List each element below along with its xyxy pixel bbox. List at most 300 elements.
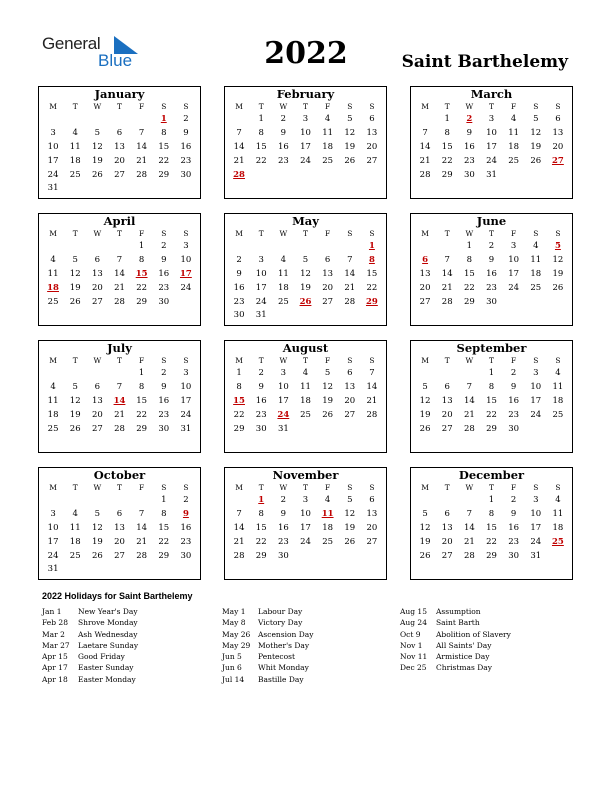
- day-cell: 29: [136, 423, 148, 434]
- weekday-label: M: [49, 102, 57, 111]
- day-cell: 12: [419, 522, 431, 533]
- day-cell: 23: [158, 409, 170, 420]
- day-cell: 1: [161, 495, 167, 505]
- day-cell: 19: [91, 536, 103, 547]
- day-cell: 27: [114, 550, 125, 561]
- day-cell: 29: [486, 550, 497, 561]
- day-cell: 4: [280, 254, 287, 265]
- week-row: [225, 155, 386, 169]
- week-row: [39, 395, 200, 409]
- holiday-day-cell: 8: [368, 254, 375, 265]
- day-cell: 3: [302, 495, 309, 505]
- weekday-label: F: [511, 229, 517, 238]
- day-cell: 20: [552, 141, 564, 152]
- holiday-day-cell: 29: [365, 296, 378, 307]
- empty-cell: [503, 296, 525, 310]
- day-cell: 30: [158, 296, 170, 307]
- holiday-name: Ascension Day: [258, 629, 314, 639]
- day-cell: 31: [486, 169, 497, 180]
- weekday-label: F: [139, 229, 145, 238]
- empty-cell: [108, 113, 130, 127]
- day-cell: 30: [508, 423, 520, 434]
- day-cell: 10: [277, 381, 289, 392]
- holiday-date: Apr 17: [42, 663, 68, 673]
- day-cell: 7: [116, 381, 123, 392]
- week-row: [411, 155, 572, 169]
- empty-cell: [294, 550, 316, 564]
- day-cell: 14: [366, 381, 378, 392]
- holiday-day-cell: 1: [160, 114, 167, 124]
- weekday-label: S: [161, 356, 167, 365]
- holiday-row: [42, 606, 212, 617]
- weekday-label: T: [302, 356, 308, 365]
- holiday-day-cell: 28: [233, 169, 245, 180]
- day-cell: 17: [530, 522, 542, 533]
- holiday-date: May 26: [222, 629, 251, 639]
- empty-cell: [175, 296, 197, 310]
- day-cell: 25: [69, 550, 81, 561]
- day-cell: 27: [114, 169, 125, 180]
- holiday-row: [42, 640, 212, 651]
- day-cell: 2: [161, 368, 167, 378]
- day-cell: 20: [366, 141, 378, 152]
- month-october: [38, 467, 201, 580]
- day-cell: 20: [91, 409, 103, 420]
- holiday-name: All Saints' Day: [436, 640, 492, 650]
- day-cell: 23: [180, 536, 192, 547]
- day-cell: 2: [258, 368, 264, 378]
- day-cell: 17: [508, 268, 520, 279]
- weekday-header: [39, 228, 200, 240]
- weekday-label: T: [444, 229, 450, 238]
- day-cell: 27: [344, 409, 356, 420]
- empty-cell: [108, 367, 130, 381]
- month-name: February: [276, 87, 335, 101]
- holiday-row: [42, 674, 212, 685]
- day-cell: 22: [136, 282, 148, 293]
- day-cell: 3: [488, 114, 495, 124]
- day-cell: 21: [114, 282, 125, 293]
- day-cell: 27: [366, 155, 378, 166]
- month-january: [38, 86, 201, 199]
- weekday-label: M: [49, 483, 57, 492]
- day-cell: 29: [158, 550, 170, 561]
- weekday-label: S: [555, 356, 561, 365]
- weekday-label: T: [302, 229, 308, 238]
- day-cell: 24: [180, 282, 192, 293]
- day-cell: 1: [444, 114, 450, 124]
- empty-cell: [250, 240, 272, 254]
- empty-cell: [414, 240, 436, 254]
- day-cell: 15: [158, 522, 170, 533]
- day-cell: 16: [486, 268, 497, 279]
- day-cell: 10: [508, 254, 520, 265]
- day-cell: 2: [488, 241, 495, 251]
- day-cell: 12: [419, 395, 431, 406]
- day-cell: 28: [463, 550, 475, 561]
- holiday-name: Labour Day: [258, 607, 303, 616]
- holiday-date: Jun 6: [222, 663, 242, 673]
- month-february: [224, 86, 387, 199]
- empty-cell: [317, 550, 339, 564]
- holiday-row: [400, 651, 570, 662]
- day-cell: 3: [533, 495, 539, 505]
- week-row: [39, 367, 200, 381]
- week-row: [39, 254, 200, 268]
- empty-cell: [228, 494, 250, 508]
- week-row: [225, 536, 386, 550]
- holiday-name: Victory Day: [258, 618, 303, 628]
- day-cell: 23: [180, 155, 192, 166]
- day-cell: 12: [344, 127, 356, 138]
- weekday-label: W: [93, 483, 102, 492]
- holiday-row: [400, 629, 570, 640]
- empty-cell: [42, 494, 64, 508]
- day-cell: 12: [91, 141, 103, 152]
- day-cell: 18: [277, 282, 289, 293]
- day-cell: 29: [441, 169, 453, 180]
- day-cell: 28: [463, 423, 475, 434]
- holiday-date: May 1: [222, 607, 246, 616]
- weekday-label: F: [511, 102, 517, 111]
- day-cell: 23: [158, 282, 170, 293]
- empty-cell: [131, 563, 153, 577]
- week-row: [39, 268, 200, 282]
- month-name: October: [93, 468, 146, 482]
- weekday-label: S: [161, 483, 167, 492]
- weekday-label: W: [93, 356, 102, 365]
- holiday-day-cell: 5: [554, 241, 561, 251]
- week-row: [411, 423, 572, 437]
- day-cell: 27: [91, 423, 103, 434]
- day-cell: 28: [441, 296, 453, 307]
- month-name: July: [107, 341, 132, 355]
- empty-cell: [525, 169, 547, 183]
- holidays-title: 2022 Holidays for Saint Barthelemy: [42, 591, 193, 601]
- day-cell: 8: [444, 127, 450, 138]
- week-row: [225, 127, 386, 141]
- day-cell: 7: [466, 381, 473, 392]
- day-cell: 11: [508, 127, 520, 138]
- day-cell: 6: [369, 495, 375, 505]
- day-cell: 7: [466, 508, 473, 519]
- weekday-header: [39, 101, 200, 113]
- day-cell: 8: [161, 127, 167, 138]
- holiday-day-cell: 26: [299, 296, 312, 307]
- empty-cell: [108, 494, 130, 508]
- day-cell: 22: [233, 409, 245, 420]
- week-row: [39, 127, 200, 141]
- day-cell: 8: [488, 508, 495, 519]
- holiday-name: Easter Sunday: [78, 663, 134, 673]
- holiday-date: Aug 15: [400, 607, 427, 616]
- holiday-date: Jun 5: [222, 652, 242, 662]
- month-name: September: [456, 341, 527, 355]
- month-november: [224, 467, 387, 580]
- day-cell: 6: [94, 254, 101, 265]
- holiday-name: Good Friday: [78, 652, 125, 662]
- day-cell: 14: [233, 141, 245, 152]
- week-row: [411, 113, 572, 127]
- day-cell: 24: [508, 282, 520, 293]
- day-cell: 27: [441, 550, 453, 561]
- week-row: [39, 141, 200, 155]
- week-row: [411, 367, 572, 381]
- holiday-date: Dec 25: [400, 663, 427, 673]
- weekday-header: [225, 101, 386, 113]
- day-cell: 15: [158, 141, 170, 152]
- day-cell: 2: [236, 254, 242, 265]
- empty-cell: [108, 240, 130, 254]
- day-cell: 22: [136, 409, 148, 420]
- holiday-name: Abolition of Slavery: [436, 629, 511, 639]
- weekday-label: S: [347, 356, 353, 365]
- day-cell: 17: [277, 395, 289, 406]
- day-cell: 21: [233, 155, 245, 166]
- day-cell: 16: [158, 268, 170, 279]
- day-cell: 15: [441, 141, 453, 152]
- weekday-label: F: [511, 483, 517, 492]
- empty-cell: [42, 113, 64, 127]
- empty-cell: [436, 240, 458, 254]
- empty-cell: [42, 367, 64, 381]
- day-cell: 9: [488, 254, 495, 265]
- holiday-row: [222, 606, 392, 617]
- day-cell: 11: [300, 381, 311, 392]
- week-row: [411, 296, 572, 310]
- day-cell: 6: [555, 114, 561, 124]
- holiday-date: Apr 18: [42, 674, 68, 684]
- day-cell: 4: [555, 368, 561, 378]
- day-cell: 6: [324, 254, 331, 265]
- day-cell: 18: [69, 536, 81, 547]
- holiday-name: Mother's Day: [258, 640, 310, 650]
- holiday-day-cell: 11: [321, 508, 334, 519]
- day-cell: 18: [508, 141, 520, 152]
- holiday-name: Shrove Monday: [78, 618, 138, 628]
- month-name: March: [470, 87, 513, 101]
- empty-cell: [250, 169, 272, 183]
- day-cell: 19: [552, 268, 564, 279]
- empty-cell: [175, 563, 197, 577]
- holiday-date: Jan 1: [42, 607, 62, 616]
- empty-cell: [228, 240, 250, 254]
- week-row: [39, 409, 200, 423]
- day-cell: 15: [136, 395, 148, 406]
- holiday-row: [222, 662, 392, 673]
- empty-cell: [458, 494, 480, 508]
- day-cell: 4: [324, 114, 331, 124]
- day-cell: 28: [366, 409, 378, 420]
- day-cell: 30: [255, 423, 267, 434]
- weekday-label: F: [325, 356, 331, 365]
- day-cell: 26: [419, 550, 431, 561]
- day-cell: 20: [114, 536, 125, 547]
- day-cell: 13: [344, 381, 356, 392]
- weekday-label: T: [302, 483, 308, 492]
- day-cell: 25: [300, 409, 311, 420]
- day-cell: 16: [463, 141, 475, 152]
- day-cell: 3: [50, 508, 56, 519]
- holiday-name: Ash Wednesday: [78, 629, 138, 639]
- week-row: [225, 309, 386, 323]
- empty-cell: [436, 494, 458, 508]
- empty-cell: [458, 367, 480, 381]
- month-august: [224, 340, 387, 453]
- holiday-row: [400, 617, 570, 628]
- week-row: [39, 423, 200, 437]
- day-cell: 19: [419, 409, 431, 420]
- weekday-label: T: [488, 356, 494, 365]
- day-cell: 14: [463, 395, 475, 406]
- week-row: [225, 508, 386, 522]
- week-row: [39, 508, 200, 522]
- week-row: [39, 182, 200, 196]
- weekday-label: T: [302, 102, 308, 111]
- holiday-day-cell: 14: [113, 395, 126, 406]
- day-cell: 28: [344, 296, 356, 307]
- day-cell: 9: [510, 381, 517, 392]
- week-row: [411, 240, 572, 254]
- day-cell: 25: [322, 155, 334, 166]
- empty-cell: [317, 169, 339, 183]
- day-cell: 15: [255, 141, 267, 152]
- day-cell: 17: [530, 395, 542, 406]
- weekday-label: W: [93, 102, 102, 111]
- day-cell: 20: [366, 522, 378, 533]
- day-cell: 3: [183, 368, 189, 378]
- day-cell: 23: [277, 536, 289, 547]
- day-cell: 10: [47, 141, 59, 152]
- week-row: [39, 550, 200, 564]
- day-cell: 21: [463, 409, 475, 420]
- day-cell: 7: [138, 127, 145, 138]
- day-cell: 21: [136, 536, 148, 547]
- day-cell: 6: [444, 381, 450, 392]
- month-september: [410, 340, 573, 453]
- day-cell: 13: [91, 268, 103, 279]
- day-cell: 18: [530, 268, 542, 279]
- day-cell: 9: [258, 381, 264, 392]
- day-cell: 22: [158, 155, 170, 166]
- holiday-name: New Year's Day: [78, 607, 138, 616]
- empty-cell: [339, 550, 361, 564]
- weekday-header: [39, 482, 200, 494]
- weekday-label: W: [465, 356, 474, 365]
- holiday-row: [222, 617, 392, 628]
- day-cell: 5: [94, 508, 101, 519]
- weekday-label: M: [421, 483, 429, 492]
- month-name: August: [282, 341, 329, 355]
- weekday-label: S: [369, 229, 375, 238]
- holiday-name: Assumption: [436, 607, 481, 616]
- day-cell: 4: [555, 495, 561, 505]
- logo-word-general: General: [42, 34, 101, 53]
- day-cell: 19: [344, 141, 356, 152]
- weekday-label: T: [444, 102, 450, 111]
- holiday-day-cell: 2: [466, 114, 473, 124]
- day-cell: 23: [463, 155, 475, 166]
- empty-cell: [86, 113, 108, 127]
- weekday-header: [225, 482, 386, 494]
- week-row: [411, 169, 572, 183]
- day-cell: 14: [114, 268, 125, 279]
- day-cell: 7: [444, 254, 450, 265]
- day-cell: 15: [463, 268, 475, 279]
- day-cell: 31: [255, 310, 267, 321]
- month-name: April: [103, 214, 136, 228]
- day-cell: 31: [180, 423, 192, 434]
- day-cell: 24: [300, 536, 311, 547]
- day-cell: 22: [366, 282, 378, 293]
- day-cell: 15: [366, 268, 378, 279]
- day-cell: 29: [158, 169, 170, 180]
- day-cell: 3: [533, 368, 539, 378]
- week-row: [225, 254, 386, 268]
- day-cell: 31: [277, 423, 289, 434]
- day-cell: 12: [300, 268, 311, 279]
- weekday-label: M: [421, 229, 429, 238]
- day-cell: 30: [180, 169, 192, 180]
- day-cell: 7: [116, 254, 123, 265]
- weekday-label: W: [279, 102, 288, 111]
- day-cell: 29: [463, 296, 475, 307]
- day-cell: 5: [94, 127, 101, 138]
- week-row: [225, 381, 386, 395]
- week-row: [411, 522, 572, 536]
- day-cell: 11: [69, 141, 81, 152]
- holiday-day-cell: 27: [551, 155, 564, 166]
- day-cell: 3: [510, 241, 517, 251]
- empty-cell: [547, 296, 569, 310]
- day-cell: 10: [180, 254, 192, 265]
- day-cell: 28: [114, 423, 125, 434]
- day-cell: 26: [344, 155, 356, 166]
- day-cell: 26: [322, 409, 334, 420]
- day-cell: 28: [419, 169, 431, 180]
- day-cell: 21: [233, 536, 245, 547]
- weekday-label: S: [183, 229, 189, 238]
- day-cell: 24: [530, 409, 542, 420]
- day-cell: 8: [488, 381, 495, 392]
- day-cell: 18: [552, 522, 564, 533]
- holiday-day-cell: 25: [551, 536, 564, 547]
- holiday-day-cell: 18: [47, 282, 59, 293]
- weekday-header: [225, 355, 386, 367]
- week-row: [39, 494, 200, 508]
- week-row: [411, 381, 572, 395]
- empty-cell: [294, 240, 316, 254]
- day-cell: 27: [366, 536, 378, 547]
- weekday-label: S: [369, 483, 375, 492]
- day-cell: 9: [510, 508, 517, 519]
- weekday-label: S: [183, 356, 189, 365]
- day-cell: 7: [236, 508, 242, 519]
- day-cell: 21: [136, 155, 148, 166]
- weekday-label: M: [49, 356, 57, 365]
- holiday-row: [222, 674, 392, 685]
- week-row: [225, 282, 386, 296]
- weekday-label: T: [488, 229, 494, 238]
- weekday-label: S: [347, 102, 353, 111]
- day-cell: 13: [366, 508, 378, 519]
- holiday-date: Nov 1: [400, 640, 423, 650]
- day-cell: 4: [533, 241, 539, 251]
- day-cell: 1: [138, 241, 145, 251]
- day-cell: 9: [183, 127, 189, 138]
- day-cell: 13: [114, 522, 125, 533]
- day-cell: 18: [47, 409, 59, 420]
